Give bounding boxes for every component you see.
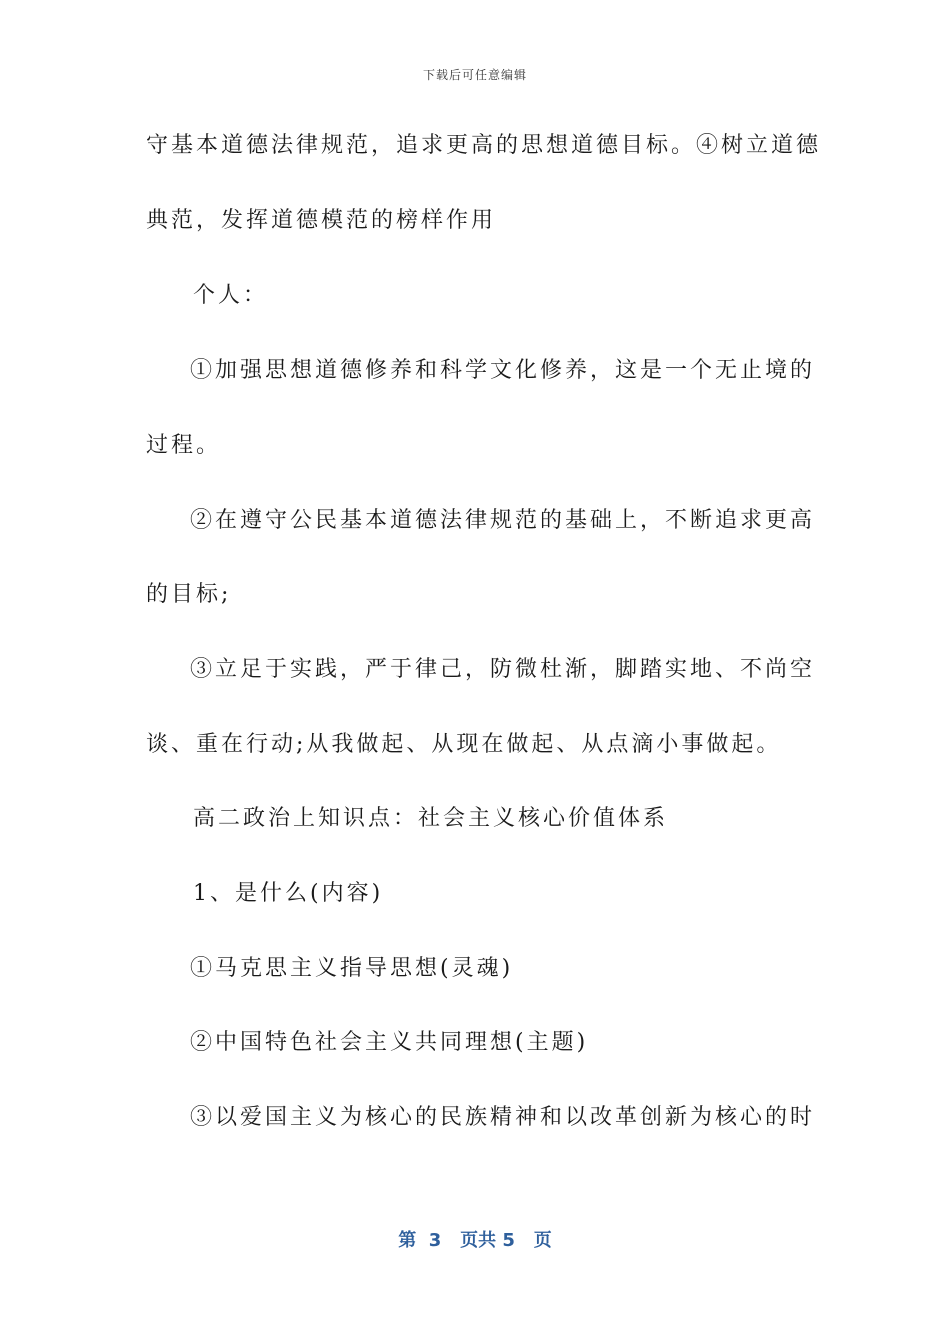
paragraph-line: 守基本道德法律规范，追求更高的思想道德目标。④树立道德	[146, 133, 822, 158]
paragraph-line: 过程。	[146, 433, 222, 458]
list-item: ③以爱国主义为核心的民族精神和以改革创新为核心的时	[190, 1105, 816, 1130]
list-item: ③立足于实践，严于律己，防微杜渐，脚踏实地、不尚空	[190, 657, 816, 682]
section-label-personal: 个人：	[193, 283, 269, 308]
list-item: ①马克思主义指导思想(灵魂)	[190, 956, 514, 981]
section-heading: 高二政治上知识点：社会主义核心价值体系	[193, 806, 669, 831]
paragraph-line: 典范，发挥道德模范的榜样作用	[146, 208, 497, 233]
page-header: 下载后可任意编辑	[422, 68, 527, 82]
page-number-footer: 第 3 页共 5 页	[398, 1230, 552, 1251]
paragraph-line: 谈、重在行动;从我做起、从现在做起、从点滴小事做起。	[146, 732, 782, 757]
list-item: ①加强思想道德修养和科学文化修养，这是一个无止境的	[190, 358, 816, 383]
list-item: ②中国特色社会主义共同理想(主题)	[190, 1030, 589, 1055]
paragraph-line: 的目标;	[146, 582, 232, 607]
subsection-heading: 1、是什么(内容)	[193, 881, 384, 906]
list-item: ②在遵守公民基本道德法律规范的基础上，不断追求更高	[190, 508, 816, 533]
